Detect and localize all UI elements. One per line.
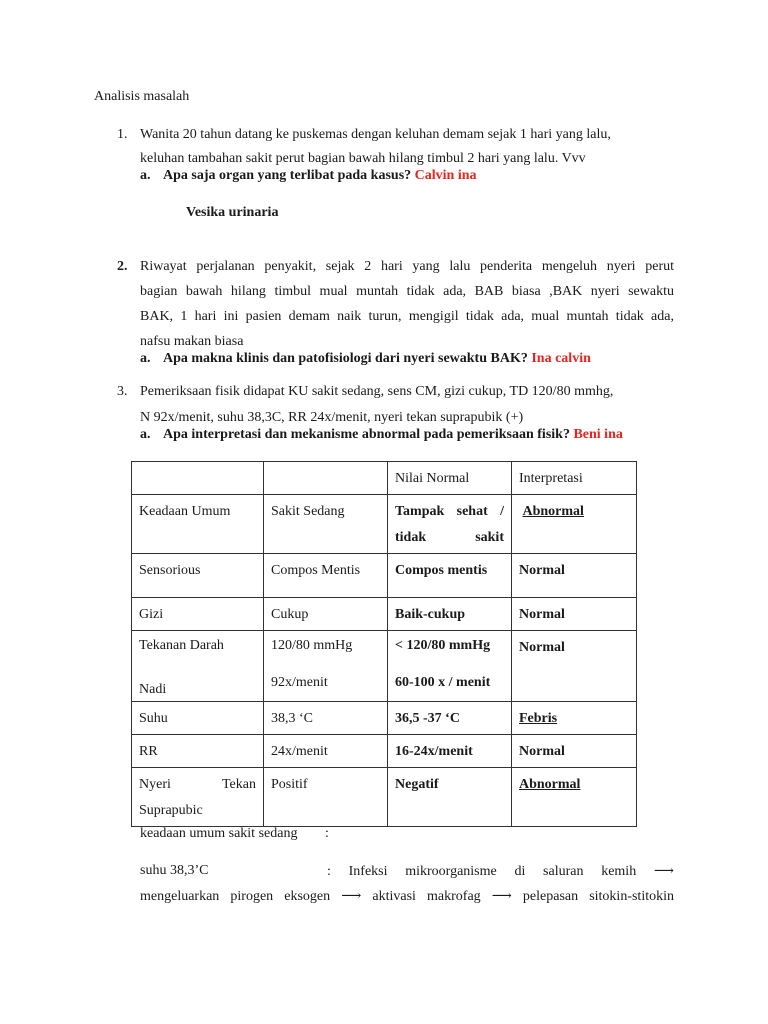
item-1-question-marker: a.: [140, 168, 151, 183]
item-1-number: 1.: [117, 127, 128, 142]
value-text: 120/80 mmHg: [271, 638, 353, 653]
value-cell: 24x/menit: [264, 735, 388, 768]
normal-text: < 120/80 mmHg: [395, 638, 491, 653]
interp-text: Abnormal: [522, 504, 584, 519]
item-1-question: Apa saja organ yang terlibat pada kasus?: [163, 168, 412, 183]
normal-text: Tampak sehat / tidak sakit: [395, 504, 504, 545]
interp-text: Febris: [519, 711, 558, 726]
item-1-question-row: [163, 168, 477, 184]
param-text: Tekanan Darah: [139, 638, 224, 653]
item-2-line-4: nafsu makan biasa: [140, 334, 244, 349]
item-2-assignee: Ina calvin: [531, 351, 591, 366]
item-2-question: Apa makna klinis dan patofisiologi dari nyeri sewaktu BAK?: [163, 351, 528, 366]
header-cell-nilai-normal: Nilai Normal: [388, 462, 512, 495]
table-row: [132, 631, 637, 702]
normal-text-2: 60-100 x / menit: [395, 675, 491, 690]
item-2-line-3: BAK, 1 hari ini pasien demam naik turun, mengigil tidak ada, mual muntah tidak ada,: [140, 309, 674, 324]
item-3-question-marker: a.: [140, 427, 151, 442]
item-3-line-2: N 92x/menit, suhu 38,3C, RR 24x/menit, nyeri tekan suprapubik (+): [140, 410, 524, 425]
item-1-line-1: Wanita 20 tahun datang ke puskemas dengan keluhan demam sejak 1 hari yang lalu,: [140, 127, 611, 142]
interp-cell: Normal: [512, 735, 637, 768]
item-2-line-2: bagian bawah hilang timbul mual muntah tidak ada, BAB biasa ,BAK nyeri sewaktu: [140, 284, 674, 299]
table-row: [132, 735, 637, 768]
item-3-number: 3.: [117, 384, 128, 399]
item-3-line-1: Pemeriksaan fisik didapat KU sakit sedang, sens CM, gizi cukup, TD 120/80 mmhg,: [140, 384, 614, 399]
normal-cell: Compos mentis: [388, 554, 512, 598]
item-1-answer: Vesika urinaria: [186, 205, 279, 220]
param-cell: Gizi: [132, 598, 264, 631]
param-cell: RR: [132, 735, 264, 768]
interp-cell: Normal: [512, 598, 637, 631]
param-cell: [132, 631, 264, 702]
param-cell: Sensorious: [132, 554, 264, 598]
value-cell: Cukup: [264, 598, 388, 631]
table-row: [132, 702, 637, 735]
param-word: Nyeri: [139, 777, 171, 792]
note-suhu-line-2: mengeluarkan pirogen eksogen ⟶ aktivasi makrofag ⟶ pelepasan sitokin-stitokin: [140, 889, 674, 904]
item-3-assignee: Beni ina: [573, 427, 623, 442]
note-suhu-line-1: : Infeksi mikroorganisme di saluran kemih ⟶: [327, 864, 674, 879]
param-cell: Keadaan Umum: [132, 495, 264, 554]
value-cell: Positif: [264, 768, 388, 827]
param-cell: Suhu: [132, 702, 264, 735]
interp-cell: [512, 768, 637, 827]
normal-cell: 36,5 -37 ‘C: [388, 702, 512, 735]
value-cell: 38,3 ‘C: [264, 702, 388, 735]
vital-signs-table: [131, 461, 637, 827]
interp-text: Abnormal: [519, 777, 581, 792]
param-text-2: Nadi: [139, 682, 167, 697]
normal-cell: Baik-cukup: [388, 598, 512, 631]
param-word: Tekan: [221, 777, 256, 792]
item-2-question-row: [163, 351, 591, 367]
note-ku-colon: :: [325, 826, 329, 841]
normal-cell: [388, 631, 512, 702]
table-row: [132, 554, 637, 598]
table-row: [132, 495, 637, 554]
header-cell-empty: [264, 462, 388, 495]
param-word: Suprapubic: [139, 803, 203, 818]
interp-cell: [512, 495, 637, 554]
item-2-question-marker: a.: [140, 351, 151, 366]
normal-cell: 16-24x/menit: [388, 735, 512, 768]
param-cell: [132, 768, 264, 827]
note-suhu-label: suhu 38,3’C: [140, 863, 209, 878]
interp-cell: Normal: [512, 554, 637, 598]
item-3-question: Apa interpretasi dan mekanisme abnormal pada pemeriksaan fisik?: [163, 427, 570, 442]
table-header-row: [132, 462, 637, 495]
value-cell: Compos Mentis: [264, 554, 388, 598]
item-1-line-2: keluhan tambahan sakit perut bagian bawah hilang timbul 2 hari yang lalu. Vvv: [140, 151, 586, 166]
item-1-assignee: Calvin ina: [414, 168, 477, 183]
param-line: [139, 772, 256, 798]
value-cell: [264, 631, 388, 702]
normal-cell: [388, 495, 512, 554]
page-heading: Analisis masalah: [94, 89, 190, 104]
table-row: [132, 598, 637, 631]
item-2-line-1: Riwayat perjalanan penyakit, sejak 2 hari yang lalu penderita mengeluh nyeri perut: [140, 259, 674, 274]
table-row: [132, 768, 637, 827]
note-ku-label: keadaan umum sakit sedang: [140, 826, 298, 841]
item-2-number: 2.: [117, 259, 128, 274]
value-text-2: 92x/menit: [271, 675, 328, 690]
interp-cell: Normal: [512, 631, 637, 702]
header-cell-empty: [132, 462, 264, 495]
header-cell-interpretasi: Interpretasi: [512, 462, 637, 495]
normal-cell: Negatif: [388, 768, 512, 827]
item-3-question-row: [163, 427, 623, 443]
interp-cell: [512, 702, 637, 735]
value-cell: Sakit Sedang: [264, 495, 388, 554]
